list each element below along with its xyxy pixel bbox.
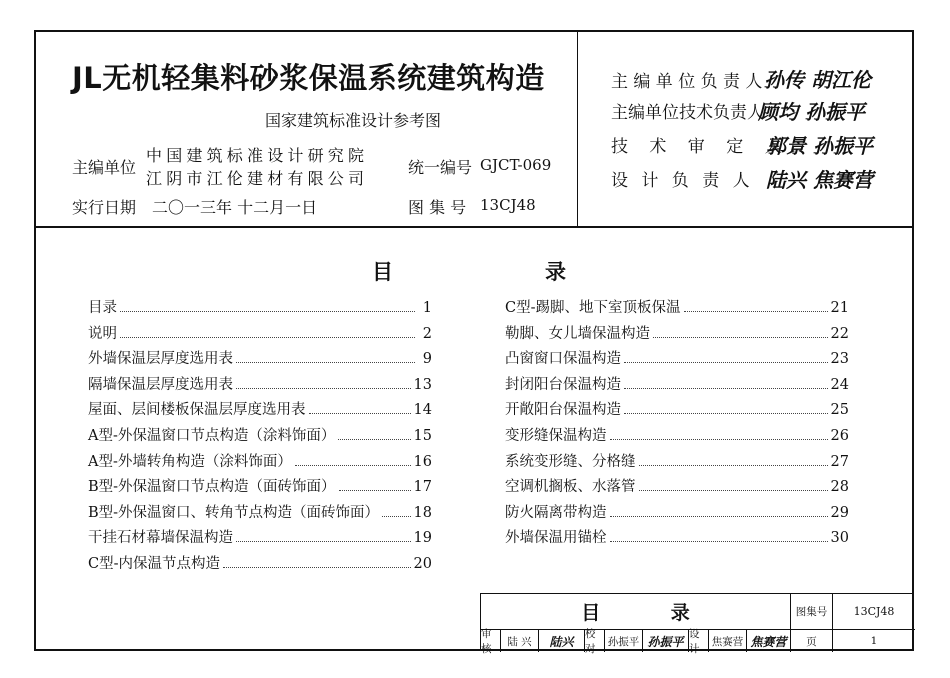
toc-entry xyxy=(88,475,432,501)
toc-leader-dots xyxy=(639,490,828,491)
toc-title-left: 目 xyxy=(372,260,393,284)
toc-entry-page: 24 xyxy=(830,376,849,393)
title-block xyxy=(480,593,914,655)
tb-review-signature: 陆兴 xyxy=(539,630,585,652)
tb-design-name: 焦赛营 xyxy=(709,630,747,652)
toc-entry-title: 封闭阳台保温构造 xyxy=(505,376,621,393)
tb-review-name: 陆 兴 xyxy=(501,630,539,652)
toc-entry-page: 18 xyxy=(413,504,432,521)
toc-right-column xyxy=(505,296,849,552)
signature-1: 孙传 胡江伦 xyxy=(764,68,871,92)
tb-design-signature: 焦赛营 xyxy=(747,630,791,652)
toc-leader-dots xyxy=(624,413,828,414)
toc-leader-dots xyxy=(382,516,410,517)
toc-entry-page: 30 xyxy=(830,530,849,547)
toc-entry-title: 屋面、层间楼板保温层厚度选用表 xyxy=(88,402,306,419)
toc-leader-dots xyxy=(639,465,828,466)
toc-entry xyxy=(505,526,849,552)
toc-entry-page: 19 xyxy=(413,530,432,547)
resp-role: 技 术 审 定 人 xyxy=(611,137,790,157)
atlas-label: 图 集 号 xyxy=(408,198,467,217)
toc-entry-title: 系统变形缝、分格缝 xyxy=(505,453,636,470)
toc-entry-page: 20 xyxy=(413,555,432,572)
resp-role: 设 计 负 责 人 xyxy=(611,171,754,191)
toc-entry-title: 目录 xyxy=(88,300,117,316)
toc-entry-title: 干挂石材幕墙保温构造 xyxy=(88,530,233,547)
toc-leader-dots xyxy=(624,362,828,363)
toc-entry xyxy=(505,296,849,322)
atlas-value: 13CJ48 xyxy=(480,196,536,214)
tb-check-name: 孙振平 xyxy=(605,630,643,652)
toc-entry-page: 17 xyxy=(413,479,432,496)
editor-unit-2: 江阴市江伦建材有限公司 xyxy=(146,169,369,188)
toc-entry-title: B型-外保温窗口、转角节点构造（面砖饰面） xyxy=(88,504,380,521)
toc-leader-dots xyxy=(624,388,828,389)
toc-title-right: 录 xyxy=(545,260,566,284)
toc-entry xyxy=(88,347,432,373)
toc-entry xyxy=(88,322,432,348)
toc-leader-dots xyxy=(120,337,415,338)
toc-entry-page: 2 xyxy=(422,325,432,342)
toc-entry xyxy=(505,475,849,501)
signature-2: 顾均 孙振平 xyxy=(758,100,865,124)
toc-entry-title: 变形缝保温构造 xyxy=(505,427,607,444)
tb-atlas-label: 图集号 xyxy=(791,594,833,630)
tb-check-signature: 孙振平 xyxy=(643,630,689,652)
resp-row-2 xyxy=(611,98,764,123)
date-value: 二〇一三年 十二月一日 xyxy=(152,198,318,217)
toc-entry-title: 外墙保温用锚栓 xyxy=(505,530,607,547)
toc-entry xyxy=(505,373,849,399)
header-divider xyxy=(34,226,914,228)
toc-entry-title: C型-踢脚、地下室顶板保温 xyxy=(505,300,681,316)
toc-entry xyxy=(88,526,432,552)
toc-entry xyxy=(505,424,849,450)
toc-entry-title: 空调机搁板、水落管 xyxy=(505,479,636,496)
toc-entry xyxy=(505,398,849,424)
toc-leader-dots xyxy=(610,516,828,517)
toc-entry-title: 勒脚、女儿墙保温构造 xyxy=(505,325,650,342)
document-subtitle: 国家建筑标准设计参考图 xyxy=(265,111,442,130)
signature-3: 郭景 孙振平 xyxy=(766,134,873,158)
toc-entry-title: 防火隔离带构造 xyxy=(505,504,607,521)
toc-entry-page: 25 xyxy=(830,402,849,419)
toc-leader-dots xyxy=(339,490,411,491)
toc-entry-page: 15 xyxy=(413,427,432,444)
code-value: GJCT-069 xyxy=(480,156,552,174)
title-block-name: 目 录 xyxy=(481,594,791,630)
toc-entry-title: A型-外保温窗口节点构造（涂料饰面） xyxy=(88,427,336,444)
tb-check-label: 校对 xyxy=(585,630,605,652)
toc-leader-dots xyxy=(295,465,411,466)
toc-leader-dots xyxy=(120,311,415,312)
toc-entry-title: 凸窗窗口保温构造 xyxy=(505,351,621,368)
toc-entry xyxy=(505,501,849,527)
toc-entry xyxy=(88,450,432,476)
toc-entry-page: 14 xyxy=(413,402,432,419)
toc-entry-title: A型-外墙转角构造（涂料饰面） xyxy=(88,453,292,470)
toc-entry-page: 21 xyxy=(830,300,849,316)
toc-leader-dots xyxy=(236,388,411,389)
toc-entry xyxy=(505,450,849,476)
toc-leader-dots xyxy=(653,337,828,338)
toc-entry xyxy=(88,552,432,578)
toc-leader-dots xyxy=(610,439,828,440)
toc-entry xyxy=(88,398,432,424)
toc-leader-dots xyxy=(236,541,411,542)
tb-page-value: 1 xyxy=(870,635,878,647)
tb-review-label: 审核 xyxy=(481,630,501,652)
tb-design-label: 设计 xyxy=(689,630,709,652)
toc-entry xyxy=(88,424,432,450)
toc-entry-title: 外墙保温层厚度选用表 xyxy=(88,351,233,368)
header-vertical-divider xyxy=(577,30,578,227)
toc-entry xyxy=(88,296,432,322)
toc-entry-page: 26 xyxy=(830,427,849,444)
toc-entry-page: 1 xyxy=(422,300,432,316)
toc-entry-page: 13 xyxy=(413,376,432,393)
toc-entry xyxy=(505,322,849,348)
signature-4: 陆兴 焦赛营 xyxy=(766,168,873,192)
toc-leader-dots xyxy=(610,541,828,542)
toc-entry-page: 29 xyxy=(830,504,849,521)
resp-row-3 xyxy=(611,132,790,157)
tb-atlas-value: 13CJ48 xyxy=(833,594,915,630)
resp-row-4 xyxy=(611,166,754,191)
tb-page-label: 页 xyxy=(791,630,833,652)
resp-role: 主编单位技术负责人 xyxy=(611,103,764,123)
toc-entry-title: B型-外保温窗口节点构造（面砖饰面） xyxy=(88,479,336,496)
toc-entry-title: 开敞阳台保温构造 xyxy=(505,402,621,419)
toc-left-column xyxy=(88,296,432,578)
toc-leader-dots xyxy=(236,362,415,363)
toc-entry-page: 23 xyxy=(830,351,849,368)
toc-entry-page: 27 xyxy=(830,453,849,470)
toc-entry-title: C型-内保温节点构造 xyxy=(88,555,220,572)
toc-entry-title: 隔墙保温层厚度选用表 xyxy=(88,376,233,393)
toc-entry-page: 16 xyxy=(413,453,432,470)
toc-entry xyxy=(88,373,432,399)
toc-entry-page: 22 xyxy=(830,325,849,342)
date-label: 实行日期 xyxy=(72,198,137,217)
resp-role: 主 编 单 位 负 责 人 xyxy=(611,72,763,92)
editor-unit-1: 中国建筑标准设计研究院 xyxy=(146,146,369,165)
resp-row-1 xyxy=(611,67,762,92)
document-title: JL无机轻集料砂浆保温系统建筑构造 xyxy=(72,61,545,95)
toc-entry-page: 28 xyxy=(830,479,849,496)
code-label: 统一编号 xyxy=(408,158,473,177)
toc-leader-dots xyxy=(338,439,410,440)
toc-entry-page: 9 xyxy=(422,351,432,368)
toc-entry xyxy=(88,501,432,527)
editor-label: 主编单位 xyxy=(72,158,137,177)
toc-leader-dots xyxy=(684,311,828,312)
toc-leader-dots xyxy=(309,413,411,414)
toc-leader-dots xyxy=(223,567,411,568)
toc-entry-title: 说明 xyxy=(88,325,117,342)
toc-entry xyxy=(505,347,849,373)
